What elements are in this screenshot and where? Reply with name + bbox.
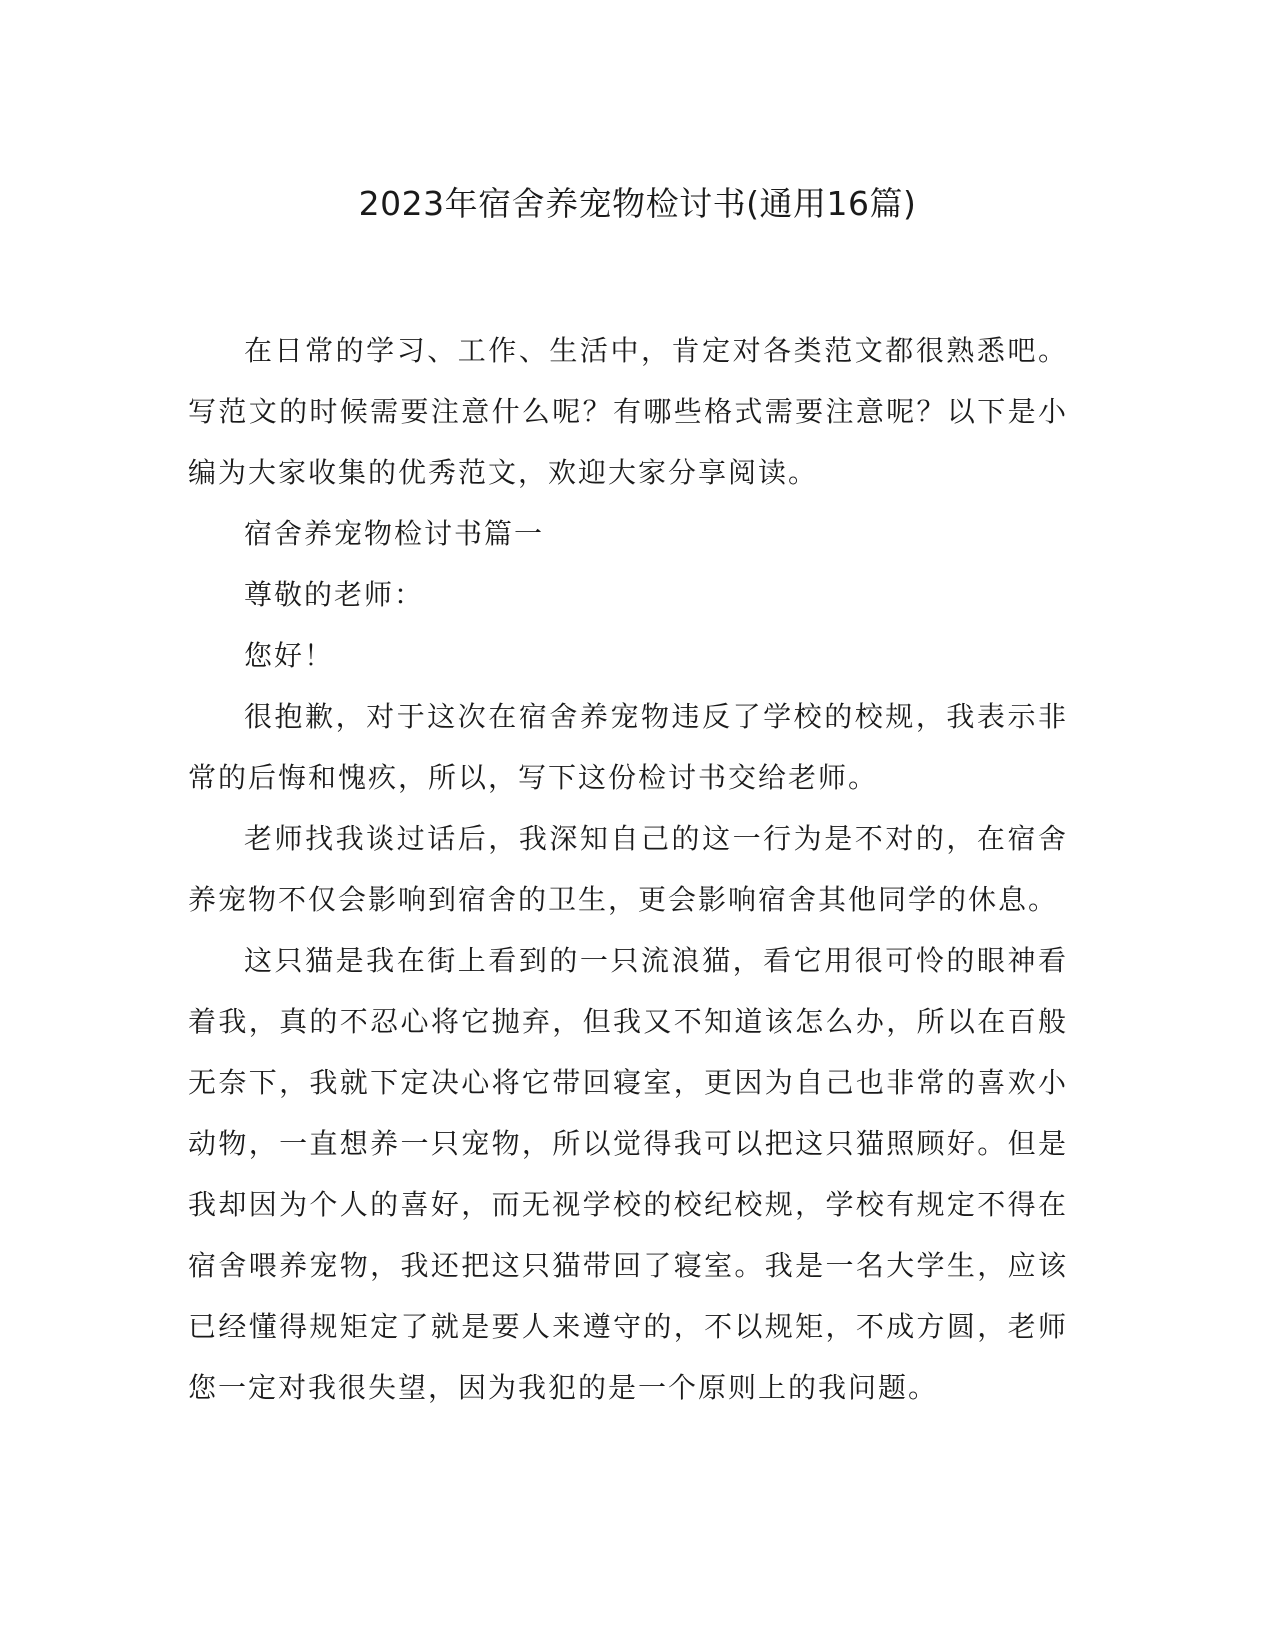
salutation: 尊敬的老师： [244, 578, 425, 611]
body-paragraph: 很抱歉，对于这次在宿舍养宠物违反了学校的校规，我表示非常的后悔和愧疚，所以，写下这份检讨书交给老师。 [188, 700, 1068, 794]
body-paragraph: 这只猫是我在街上看到的一只流浪猫，看它用很可怜的眼神看着我，真的不忍心将它抛弃，但我又不知道该怎么办，所以在百般无奈下，我就下定决心将它带回寝室，更因为自己也非常的喜欢小动物，一直想养一只宠物，所以觉得我可以把这只猫照顾好。但是我却因为个人的喜好，而无视学校的校纪校规，学校有规定不得在宿舍喂养宠物，我还把这只猫带回了寝室。我是一名大学生，应该已经懂得规矩定了就是要人来遵守的，不以规矩，不成方圆，老师您一定对我很失望，因为我犯的是一个原则上的我问题。 [188, 944, 1068, 1404]
greeting: 您好！ [244, 639, 335, 672]
body-paragraph: 老师找我谈过话后，我深知自己的这一行为是不对的，在宿舍养宠物不仅会影响到宿舍的卫生，更会影响宿舍其他同学的休息。 [188, 822, 1068, 916]
intro-paragraph: 在日常的学习、工作、生活中，肯定对各类范文都很熟悉吧。写范文的时候需要注意什么呢？有哪些格式需要注意呢？以下是小编为大家收集的优秀范文，欢迎大家分享阅读。 [188, 334, 1068, 489]
section-heading: 宿舍养宠物检讨书篇一 [244, 517, 545, 550]
document-body [188, 320, 1068, 1418]
document-title: 2023年宿舍养宠物检讨书(通用16篇) [358, 184, 917, 223]
